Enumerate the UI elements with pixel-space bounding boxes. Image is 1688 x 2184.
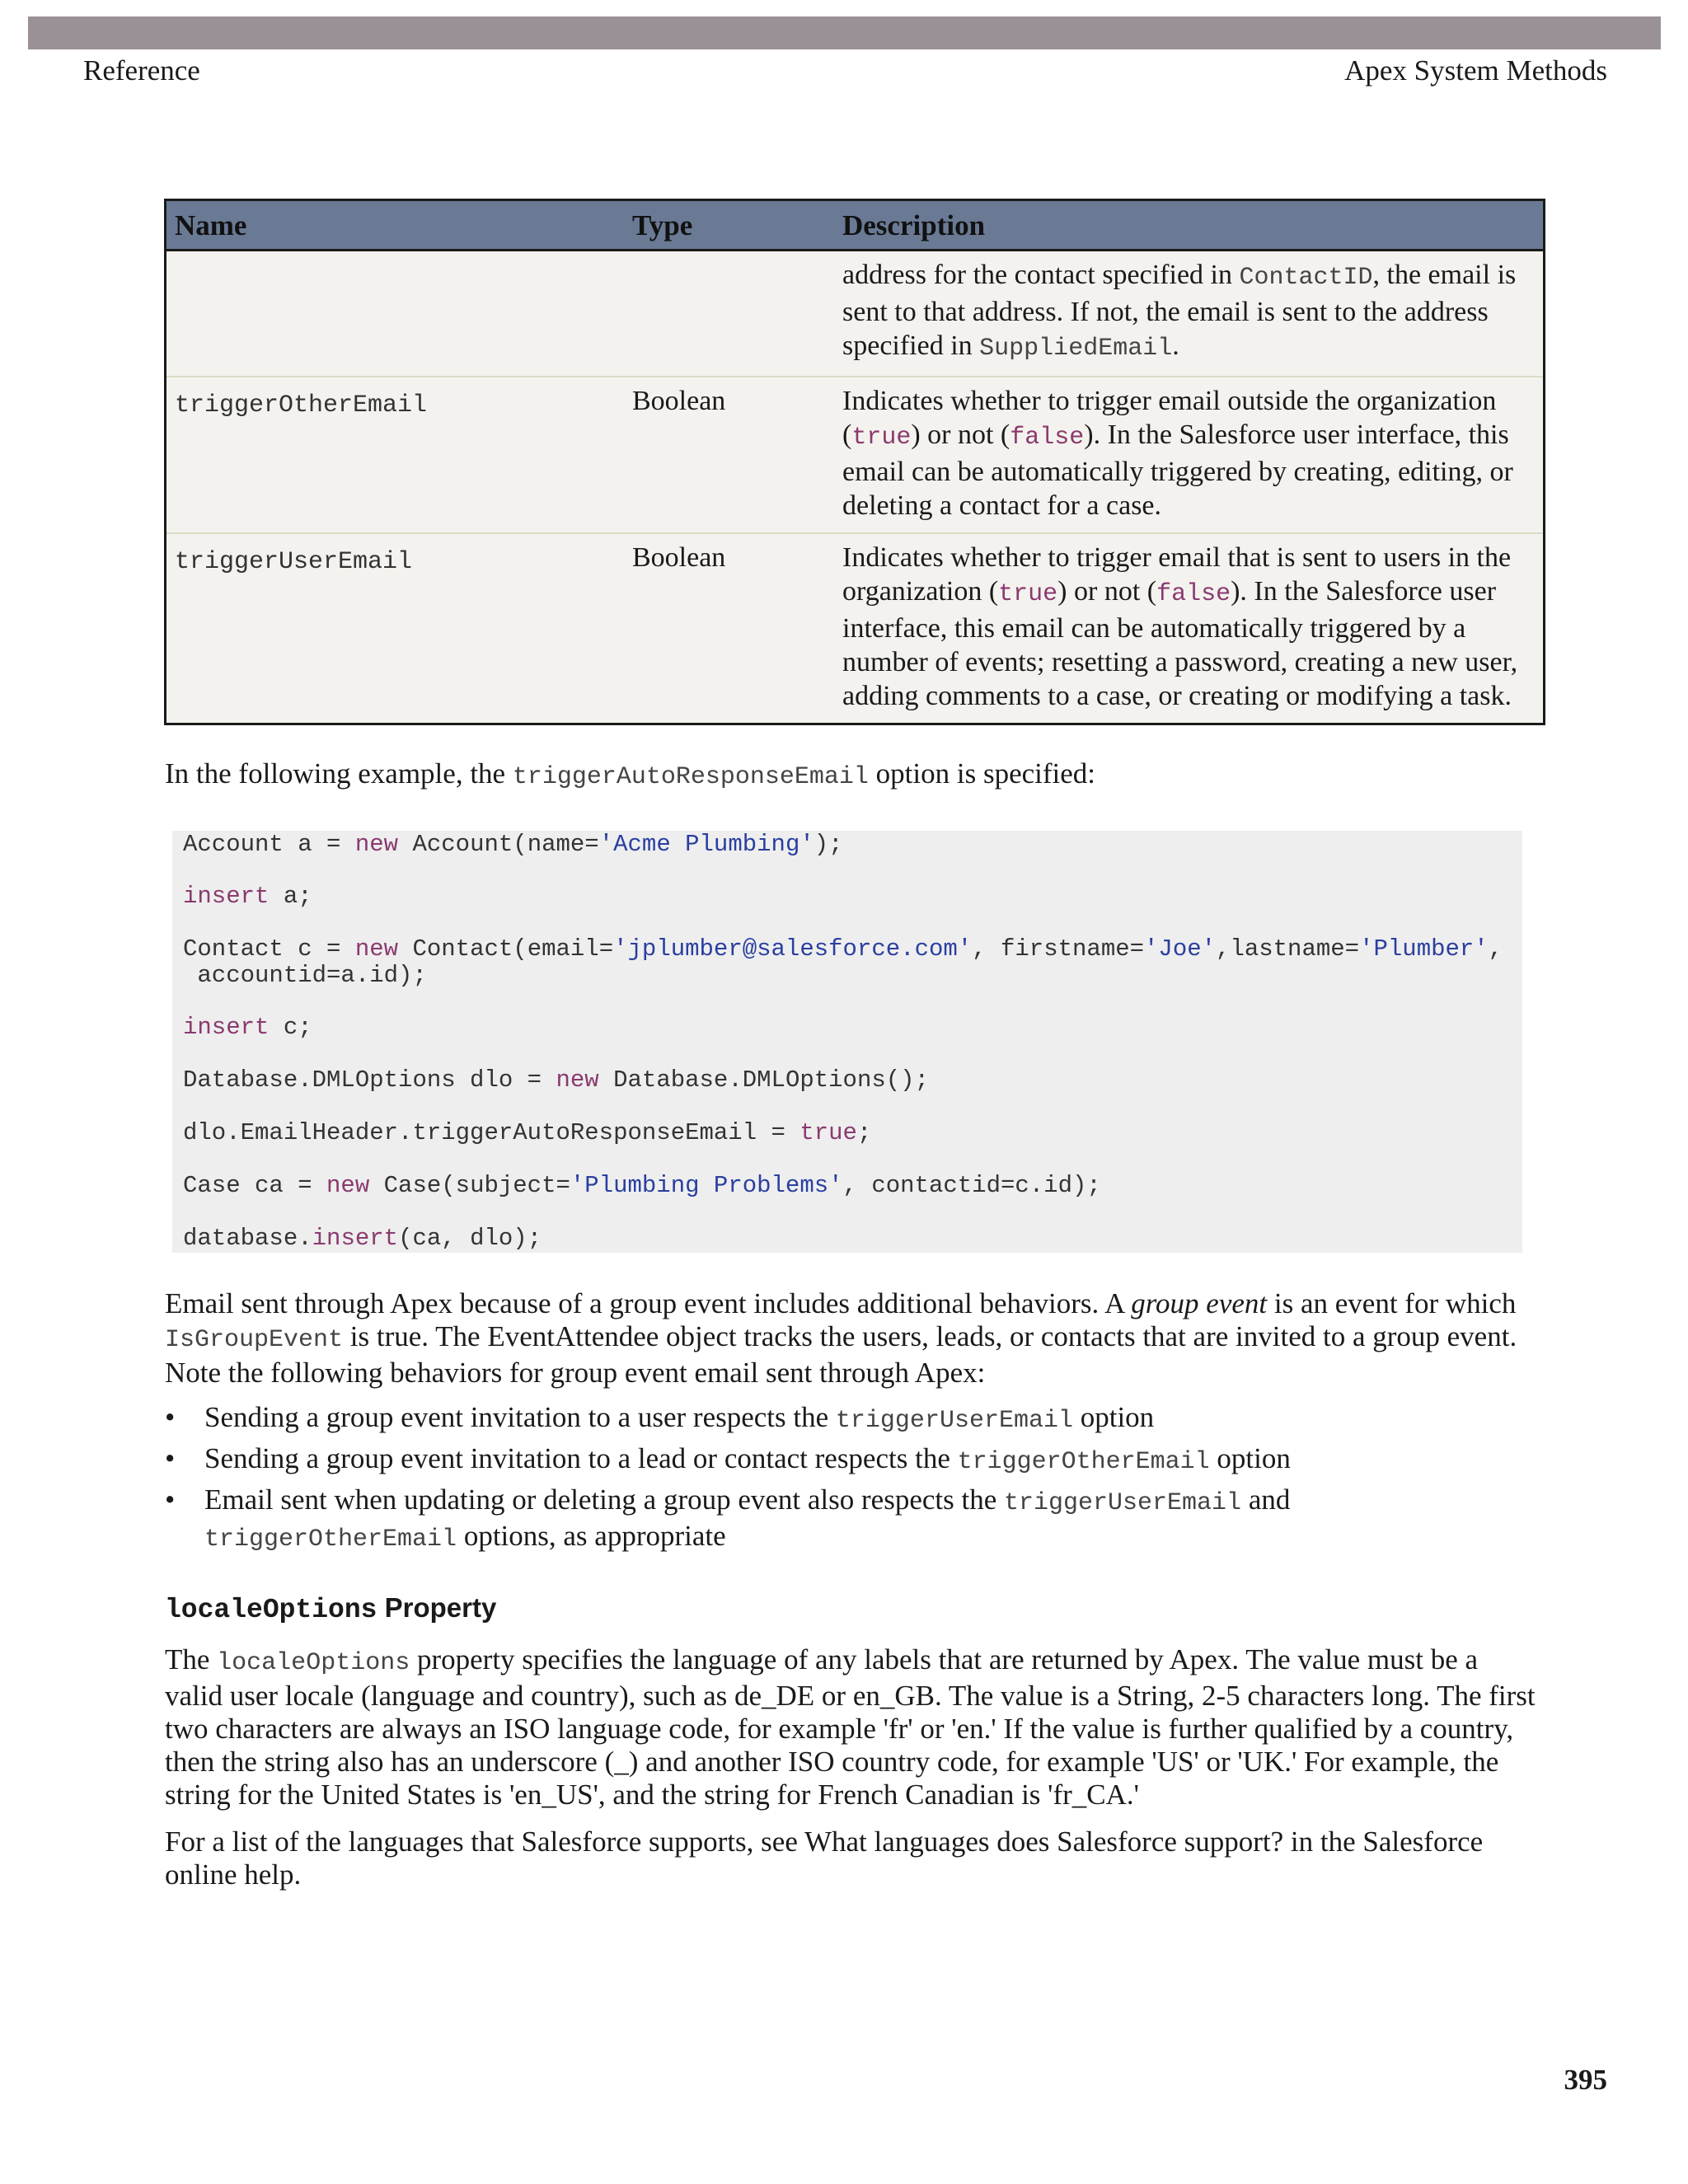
code-line: accountid=a.id); xyxy=(183,962,427,989)
code-line: Contact c = new Contact(email='jplumber@salesforce.com', firstname='Joe',lastname='Plumber', xyxy=(183,935,1503,963)
bullet-icon: • xyxy=(165,1442,176,1474)
table-row xyxy=(166,533,1543,723)
row-name-cell: triggerOtherEmail xyxy=(166,377,624,533)
code-line: database.insert(ca, dlo); xyxy=(183,1225,542,1252)
page-number: 395 xyxy=(1564,2064,1607,2096)
table-row xyxy=(166,251,1543,377)
row-type-cell xyxy=(624,251,834,377)
list-item: • Email sent when updating or deleting a group event also respects the triggerUserEmail and triggerOtherEmail options, as appropriate xyxy=(165,1483,1291,1554)
row-description-cell: address for the contact specified in ContactID, the email is sent to that address. If not, the email is sent to the address specified in SuppliedEmail. xyxy=(834,251,1543,377)
code-line: Account a = new Account(name='Acme Plumbing'); xyxy=(183,831,843,858)
table-header-row xyxy=(166,201,1543,251)
row-description-cell: Indicates whether to trigger email that is sent to users in the organization (true) or not (false). In the Salesforce user interface, this email can be automatically triggered by a number of events; resetting a password, creating a new user, adding comments to a case, or creating or modifying a task. xyxy=(834,533,1543,723)
bullet-icon: • xyxy=(165,1483,176,1516)
col-header-type: Type xyxy=(624,201,834,251)
list-item: • Sending a group event invitation to a lead or contact respects the triggerOtherEmail option xyxy=(165,1442,1291,1476)
col-header-name: Name xyxy=(166,201,624,251)
row-description-cell: Indicates whether to trigger email outside the organization (true) or not (false). In the Salesforce user interface, this email can be automatically triggered by creating, editing, or deleting a contact for a case. xyxy=(834,377,1543,533)
example-intro: In the following example, the triggerAutoResponseEmail option is specified: xyxy=(165,757,1096,791)
code-line: insert a; xyxy=(183,883,312,910)
code-line: insert c; xyxy=(183,1014,312,1041)
supported-languages-paragraph: For a list of the languages that Salesforce supports, see What languages does Salesforce support? in the Salesforce online help. xyxy=(165,1825,1484,1891)
code-line: dlo.EmailHeader.triggerAutoResponseEmail = true; xyxy=(183,1119,872,1146)
code-line: Case ca = new Case(subject='Plumbing Problems', contactid=c.id); xyxy=(183,1172,1101,1199)
section-heading-locale-options: localeOptions Property xyxy=(165,1592,497,1625)
row-type-cell: Boolean xyxy=(624,533,834,723)
code-line: Database.DMLOptions dlo = new Database.DMLOptions(); xyxy=(183,1066,929,1094)
row-name-cell: triggerUserEmail xyxy=(166,533,624,723)
group-event-bullet-list xyxy=(165,1401,1550,1561)
code-example xyxy=(172,831,1522,1253)
bullet-icon: • xyxy=(165,1401,176,1433)
header-chapter-title: Apex System Methods xyxy=(1344,54,1607,87)
header-section-title: Reference xyxy=(83,54,200,87)
locale-options-paragraph: The localeOptions property specifies the language of any labels that are returned by Apex. The value must be a valid user locale (language and country), such as de_DE or en_GB. The value is a String, 2-5 characters long. The first two characters are always an ISO language code, for example 'fr' or 'en.' If the value is further qualified by a country, then the string also has an underscore (_) and another ISO country code, for example 'US' or 'UK.' For example, the string for the United States is 'en_US', and the string for French Canadian is 'fr_CA.' xyxy=(165,1643,1536,1811)
table-row xyxy=(166,377,1543,533)
email-options-table xyxy=(164,199,1545,725)
group-event-paragraph: Email sent through Apex because of a group event includes additional behaviors. A group event is an event for which IsGroupEvent is true. The EventAttendee object tracks the users, leads, or contacts that are invited to a group event. Note the following behaviors for group event email sent through Apex: xyxy=(165,1287,1517,1389)
col-header-description: Description xyxy=(834,201,1543,251)
list-item: • Sending a group event invitation to a user respects the triggerUserEmail option xyxy=(165,1401,1155,1435)
header-band xyxy=(28,16,1661,49)
row-name-cell xyxy=(166,251,624,377)
row-type-cell: Boolean xyxy=(624,377,834,533)
